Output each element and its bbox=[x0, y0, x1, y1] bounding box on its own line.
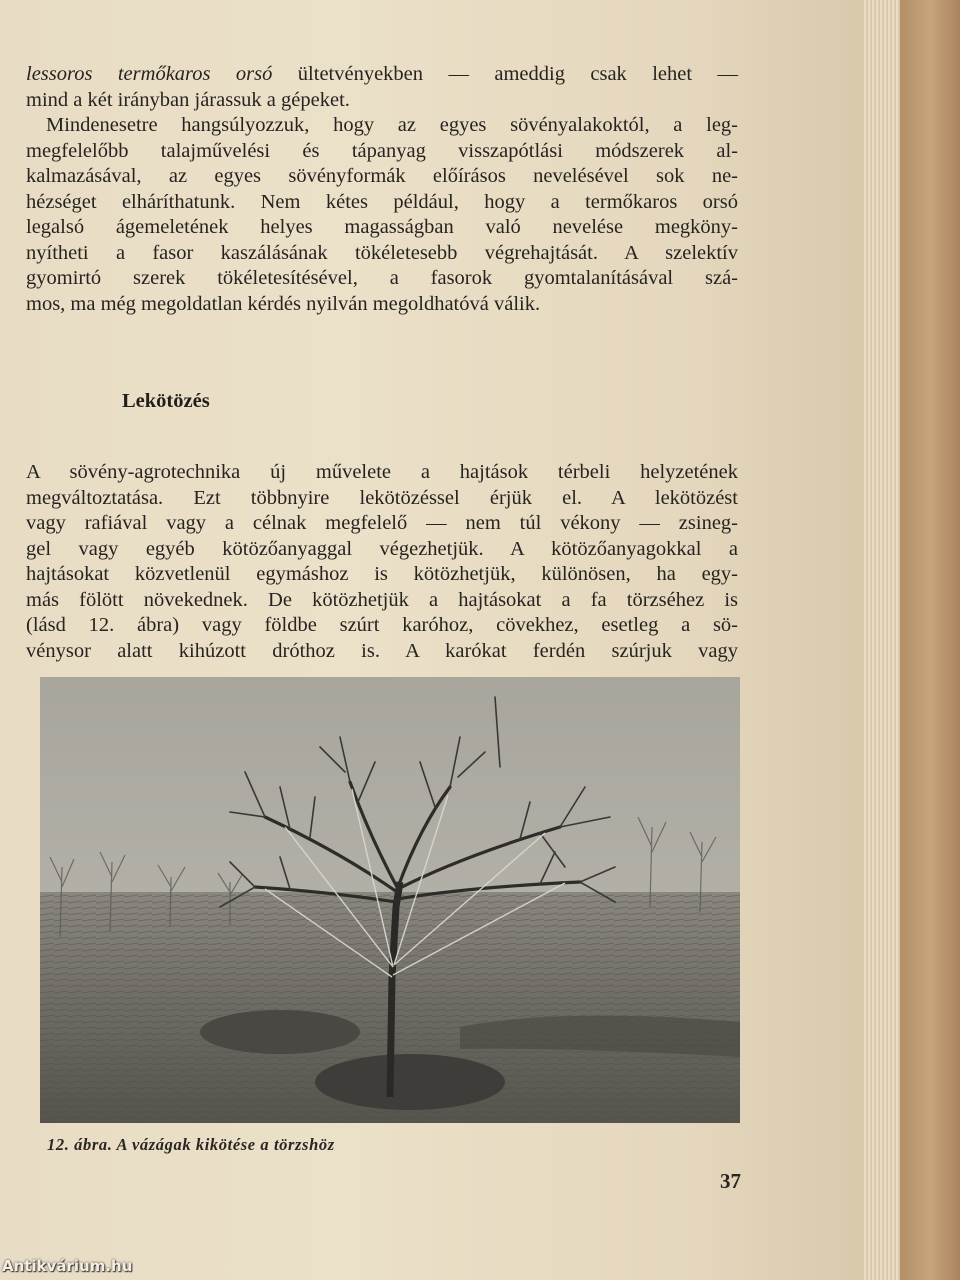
text-line: nyítheti a fasor kaszálásának tökéletesebb végrehajtását. A szelektív bbox=[26, 241, 738, 264]
text-span: mind a két irányban járassuk a gépeket. bbox=[26, 88, 350, 111]
paragraph-top bbox=[26, 62, 738, 113]
text-line bbox=[26, 88, 738, 114]
italic-phrase: lessoros termőkaros orsó bbox=[26, 63, 273, 85]
page-stack-edge bbox=[864, 0, 904, 1280]
tree-photo-illustration bbox=[40, 677, 740, 1123]
section-heading: Lekötözés bbox=[122, 390, 210, 412]
text-line: hajtásokat közvetlenül egymáshoz is kötözhetjük, különösen, ha egy- bbox=[26, 563, 738, 585]
tree-photo bbox=[40, 677, 740, 1123]
text-line: A sövény-agrotechnika új művelete a hajtások térbeli helyzetének bbox=[26, 461, 738, 483]
book-binding bbox=[900, 0, 960, 1280]
page-number: 37 bbox=[720, 1169, 741, 1193]
text-line: (lásd 12. ábra) vagy földbe szúrt karóhoz, cövekhez, esetleg a sö- bbox=[26, 614, 738, 636]
text-line: kalmazásával, az egyes sövényformák előírásos nevelésével sok ne- bbox=[26, 165, 738, 187]
paragraph-lekotozes bbox=[26, 460, 738, 664]
watermark: Antikvárium.hu bbox=[2, 1257, 133, 1275]
text-line: megváltoztatása. Ezt többnyire lekötözéssel érjük el. A lekötözést bbox=[26, 486, 738, 509]
text-line: megfelelőbb talajművelési és tápanyag visszapótlási módszerek al- bbox=[26, 139, 738, 162]
text-line: vagy rafiával vagy a célnak megfelelő — nem túl vékony — zsineg- bbox=[26, 512, 738, 534]
text-line: legalsó ágemeletének helyes magasságban való nevelése megköny- bbox=[26, 216, 738, 238]
figure-caption: 12. ábra. A vázágak kikötése a törzshöz bbox=[47, 1135, 335, 1154]
text-span: ültetvényekben — ameddig csak lehet — bbox=[272, 63, 738, 85]
text-line: gyomirtó szerek tökéletesítésével, a fasorok gyomtalanításával szá- bbox=[26, 267, 738, 289]
text-line: hézséget elháríthatunk. Nem kétes például, hogy a termőkaros orsó bbox=[26, 190, 738, 213]
text-line: Mindenesetre hangsúlyozzuk, hogy az egyes sövényalakoktól, a leg- bbox=[46, 114, 738, 136]
text-line: más fölött növekednek. De kötözhetjük a hajtásokat a fa törzséhez is bbox=[26, 588, 738, 611]
text-line: mos, ma még megoldatlan kérdés nyilván megoldhatóvá válik. bbox=[26, 292, 541, 315]
paragraph-main bbox=[26, 113, 738, 317]
text-line bbox=[26, 62, 738, 88]
text-line: gel vagy egyéb kötözőanyaggal végezhetjük. A kötözőanyagokkal a bbox=[26, 537, 738, 560]
text-line: vénysor alatt kihúzott dróthoz is. A karókat ferdén szúrjuk vagy bbox=[26, 639, 738, 662]
